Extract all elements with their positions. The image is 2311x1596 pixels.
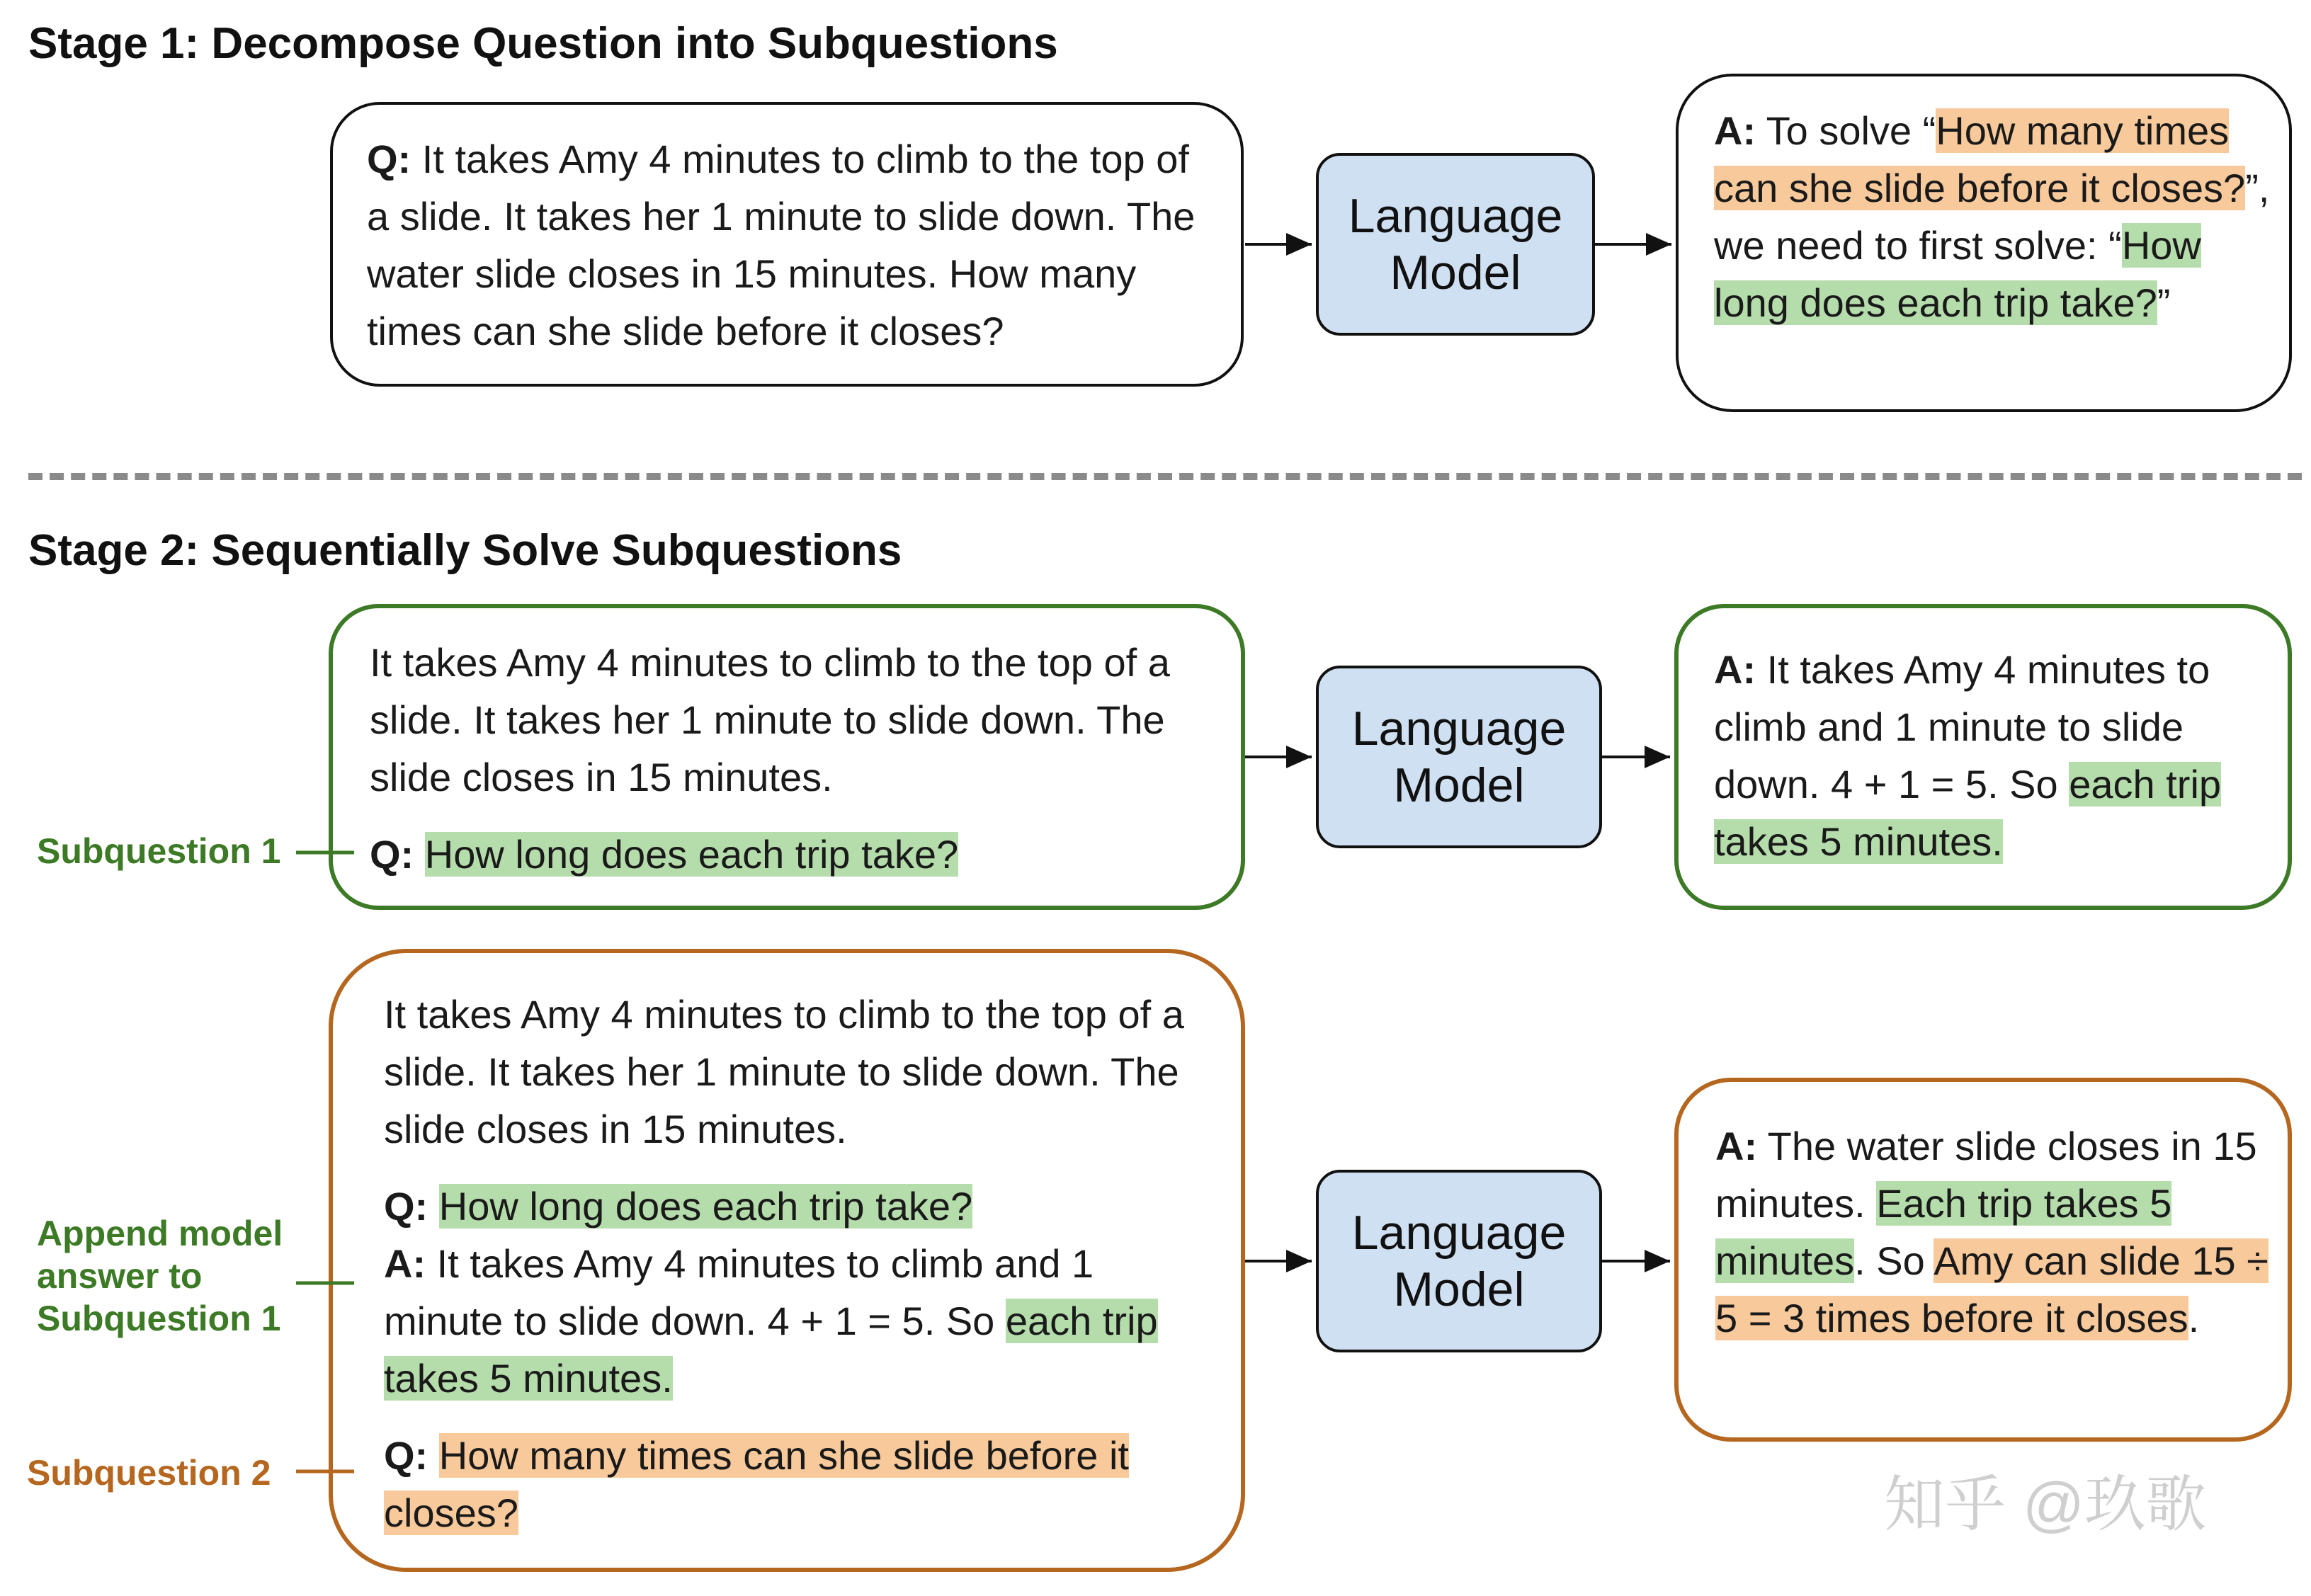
question-label: Q: xyxy=(367,137,411,181)
answer-text: To solve “ xyxy=(1756,108,1936,153)
answer-label: A: xyxy=(384,1241,426,1286)
stage1-title: Stage 1: Decompose Question into Subquestions xyxy=(28,19,1058,68)
highlight-orange: Amy can slide 15 ÷ 5 = 3 times before it closes xyxy=(1715,1238,2269,1340)
question-label: Q: xyxy=(384,1184,428,1229)
answer-text: The water slide closes in 15 minutes. xyxy=(1715,1124,2257,1226)
highlight-green: How long does each trip take? xyxy=(424,832,959,877)
language-model-label: Language Model xyxy=(1351,1206,1567,1316)
highlight-orange: How many times can she slide before it closes? xyxy=(1714,108,2246,210)
highlight-green: How long does each trip take? xyxy=(438,1184,973,1229)
answer-text: It takes Amy 4 minutes to climb and 1 minute to slide down. 4 + 1 = 5. So xyxy=(1714,647,2210,806)
watermark: 知乎 @玖歌 xyxy=(1884,1471,2207,1539)
stage2-title: Stage 2: Sequentially Solve Subquestions xyxy=(28,526,902,575)
answer-label: A: xyxy=(1714,108,1756,153)
question-label: Q: xyxy=(384,1433,428,1478)
subquestion2-context: It takes Amy 4 minutes to climb to the top of a slide. It takes her 1 minute to slide down. The slide closes in 15 minutes. xyxy=(384,992,1184,1151)
highlight-green: each trip takes 5 minutes. xyxy=(1714,762,2222,864)
language-model-label: Language Model xyxy=(1348,189,1563,300)
append-answer-label: Append model answer to Subquestion 1 xyxy=(37,1214,283,1338)
answer-text: It takes Amy 4 minutes to climb and 1 minute to slide down. 4 + 1 = 5. So xyxy=(384,1241,1094,1343)
subquestion1-label: Subquestion 1 xyxy=(37,831,281,871)
answer-text: . So xyxy=(1854,1238,1934,1283)
answer-label: A: xyxy=(1715,1124,1758,1168)
highlight-green: How long does each trip take? xyxy=(1714,223,2201,325)
subquestion1-context: It takes Amy 4 minutes to climb to the top of a slide. It takes her 1 minute to slide down. The slide closes in 15 minutes. xyxy=(370,640,1170,799)
highlight-green: Each trip takes 5 minutes xyxy=(1715,1181,2172,1283)
subquestion2-label: Subquestion 2 xyxy=(27,1453,271,1493)
highlight-orange: How many times can she slide before it closes? xyxy=(384,1433,1129,1535)
answer-text: . xyxy=(2188,1296,2200,1340)
answer-text: ” xyxy=(2157,280,2171,325)
question-label: Q: xyxy=(370,832,414,877)
highlight-green: each trip takes 5 minutes. xyxy=(384,1299,1158,1401)
language-model-label: Language Model xyxy=(1351,702,1567,812)
question-text: It takes Amy 4 minutes to climb to the top of a slide. It takes her 1 minute to slide down. The water slide closes in 15 minutes. How many times can she slide before it closes? xyxy=(367,137,1196,353)
answer-label: A: xyxy=(1714,647,1756,692)
answer-text: ”, we need to first solve: “ xyxy=(1714,166,2270,268)
